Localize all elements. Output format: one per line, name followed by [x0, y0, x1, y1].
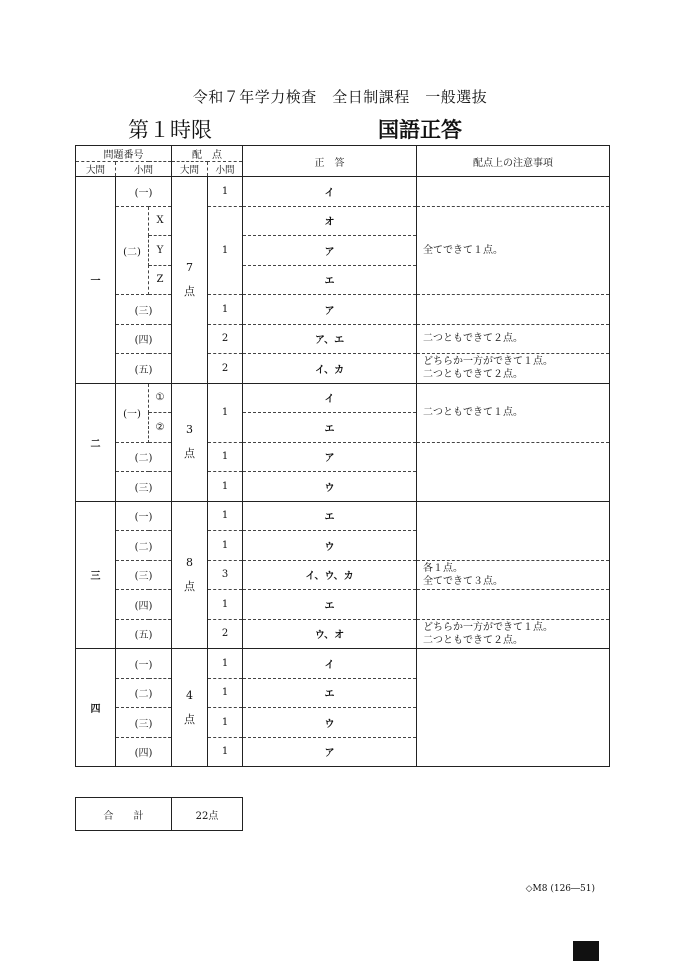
answer-cell: ウ [243, 708, 417, 738]
answer-cell: ア [243, 236, 417, 266]
col-points: 配 点 [172, 146, 243, 162]
answer-cell: ア [243, 737, 417, 767]
answer-cell: エ [243, 501, 417, 531]
total-label: 合 計 [76, 798, 172, 831]
note-cell: どちらか一方ができて１点。 二つともできて２点。 [417, 619, 610, 649]
registration-mark [573, 941, 599, 961]
answer-cell: ア、エ [243, 324, 417, 354]
minor-points: 1 [208, 383, 243, 442]
question-number: (三) [116, 708, 172, 738]
minor-points: 1 [208, 649, 243, 679]
note-cell [417, 177, 610, 207]
question-number: (一) [116, 383, 149, 442]
note-cell [417, 442, 610, 501]
note-cell: 各１点。 全てできて３点。 [417, 560, 610, 590]
answer-cell: エ [243, 678, 417, 708]
sub-question: Z [149, 265, 172, 295]
question-number: (一) [116, 501, 172, 531]
col-notes: 配点上の注意事項 [417, 146, 610, 177]
document-code: ◇M8 (126―51) [525, 884, 595, 894]
minor-points: 1 [208, 737, 243, 767]
note-cell [417, 590, 610, 620]
section-points: 4 点 [172, 649, 208, 767]
answer-cell: オ [243, 206, 417, 236]
question-number: (二) [116, 678, 172, 708]
note-cell: どちらか一方ができて１点。 二つともできて２点。 [417, 354, 610, 384]
question-number: (三) [116, 295, 172, 325]
section-label: 四 [76, 649, 116, 767]
answer-cell: イ、カ [243, 354, 417, 384]
minor-points: 1 [208, 472, 243, 502]
col-points-major: 大問 [172, 162, 208, 177]
question-number: (三) [116, 472, 172, 502]
minor-points: 1 [208, 295, 243, 325]
total-table [75, 797, 243, 831]
question-number: (一) [116, 649, 172, 679]
minor-points: 1 [208, 531, 243, 561]
answer-cell: エ [243, 590, 417, 620]
note-cell [417, 501, 610, 560]
minor-points: 1 [208, 442, 243, 472]
minor-points: 3 [208, 560, 243, 590]
minor-points: 1 [208, 177, 243, 207]
question-number: (五) [116, 354, 172, 384]
answer-cell: ウ [243, 531, 417, 561]
question-number: (五) [116, 619, 172, 649]
sub-question: ① [149, 383, 172, 413]
question-number: (二) [116, 531, 172, 561]
minor-points: 1 [208, 501, 243, 531]
minor-points: 2 [208, 324, 243, 354]
col-question-number: 問題番号 [76, 146, 172, 162]
minor-points: 2 [208, 354, 243, 384]
section-points: 3 点 [172, 383, 208, 501]
minor-points: 1 [208, 590, 243, 620]
section-label: 二 [76, 383, 116, 501]
col-answer: 正 答 [243, 146, 417, 177]
minor-points: 1 [208, 678, 243, 708]
sub-question: X [149, 206, 172, 236]
col-points-minor: 小問 [208, 162, 243, 177]
answer-cell: エ [243, 413, 417, 443]
col-major-q: 大問 [76, 162, 116, 177]
note-cell: 二つともできて２点。 [417, 324, 610, 354]
answer-cell: イ [243, 383, 417, 413]
exam-header: 令和７年学力検査 全日制課程 一般選抜 [192, 88, 488, 106]
answer-cell: ウ、オ [243, 619, 417, 649]
answer-cell: ウ [243, 472, 417, 502]
section-points: 7 点 [172, 177, 208, 384]
answer-cell: ア [243, 295, 417, 325]
answer-cell: ア [243, 442, 417, 472]
question-number: (四) [116, 590, 172, 620]
section-label: 三 [76, 501, 116, 649]
note-cell [417, 649, 610, 767]
minor-points: 2 [208, 619, 243, 649]
sub-question: Y [149, 236, 172, 266]
section-label: 一 [76, 177, 116, 384]
answer-cell: エ [243, 265, 417, 295]
question-number: (一) [116, 177, 172, 207]
minor-points: 1 [208, 708, 243, 738]
col-minor-q: 小問 [116, 162, 172, 177]
section-points: 8 点 [172, 501, 208, 649]
question-number: (三) [116, 560, 172, 590]
minor-points: 1 [208, 206, 243, 295]
answer-cell: イ [243, 649, 417, 679]
note-cell: 二つともできて１点。 [417, 383, 610, 442]
answer-table [75, 145, 610, 767]
answer-cell: イ [243, 177, 417, 207]
question-number: (四) [116, 737, 172, 767]
question-number: (二) [116, 206, 149, 295]
note-cell: 全てできて１点。 [417, 206, 610, 295]
period-title: 第１時限 [128, 118, 212, 142]
total-value: 22点 [172, 798, 243, 831]
note-cell [417, 295, 610, 325]
question-number: (四) [116, 324, 172, 354]
question-number: (二) [116, 442, 172, 472]
subject-title: 国語正答 [378, 117, 462, 142]
answer-cell: イ、ウ、カ [243, 560, 417, 590]
sub-question: ② [149, 413, 172, 443]
